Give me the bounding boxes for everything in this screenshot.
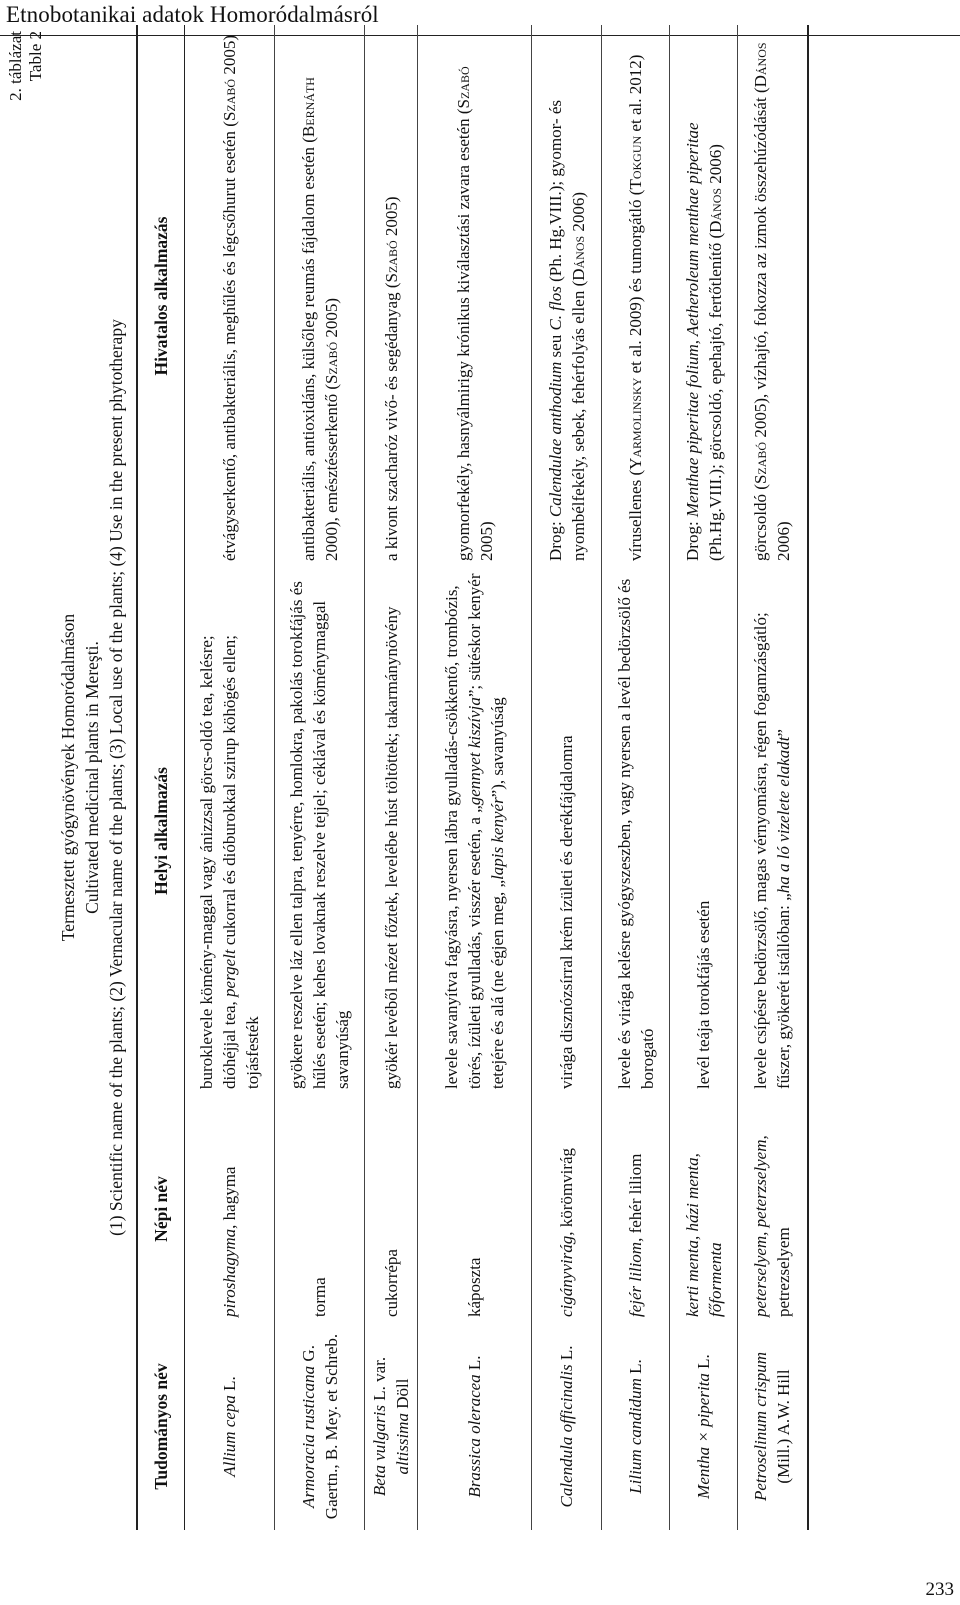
text-run: Döll	[393, 1378, 412, 1414]
text-run: antibakteriális, antioxidáns, külsőleg reumás fájdalom esetén (	[298, 137, 318, 561]
table-label-hu: 2. táblázat	[6, 31, 25, 101]
text-run: a kivont szacharóz vivő- és segédanyag (	[381, 282, 401, 561]
text-run: Petroselinum crispum	[751, 1351, 771, 1502]
text-run: vírusellenes (	[626, 469, 645, 561]
text-run: Menthae piperitae folium, Aetheroleum menthae piperitae	[682, 122, 702, 518]
cell-vernacular-name	[418, 1095, 532, 1323]
text-run: Calendulae anthodium	[545, 361, 565, 518]
text-run: petrezselyem	[774, 1227, 794, 1317]
cell-official-use	[365, 25, 418, 567]
text-run: ”	[774, 729, 794, 737]
text-run: Drog:	[682, 517, 702, 561]
text-run: 2006)	[568, 191, 588, 236]
cell-local-use	[532, 567, 602, 1095]
text-run: görcsoldó (	[751, 484, 771, 561]
table-label-en: Table 2	[26, 31, 45, 82]
text-run: Yarmolinsky	[626, 377, 645, 470]
text-run: L.	[557, 1345, 576, 1365]
cell-official-use	[532, 25, 602, 567]
cell-official-use	[670, 25, 738, 567]
text-run: L.	[220, 1376, 239, 1396]
table-row	[418, 25, 532, 1530]
table-row	[670, 25, 738, 1530]
text-run: levele savanyítva fagyásra, nyersen lábra gyulladás-csökkentő, trombózis, törés, ízületi gyulladás, visszér esetén, a „	[442, 585, 484, 1089]
text-run: (Ph. Hg.VIII.); gyomor- és nyombélfekély, sebek, fehérfolyás ellen (	[545, 99, 588, 561]
text-run: cukorral és dióburokkal szirup köhögés ellen; tojásfesték	[220, 634, 262, 1089]
text-run: cigányvirág	[557, 1235, 576, 1317]
header-local-use: Helyi alkalmazás	[137, 567, 185, 1095]
text-run: altissima	[393, 1413, 412, 1475]
cell-scientific-name	[738, 1323, 808, 1530]
text-run: L.	[626, 1359, 645, 1379]
table-row	[365, 25, 418, 1530]
text-run: Szabó	[381, 240, 401, 283]
text-run: 2006)	[774, 521, 794, 561]
plants-table	[136, 25, 809, 1530]
cell-local-use	[365, 567, 418, 1095]
text-run: káposzta	[465, 1257, 484, 1317]
table-row	[738, 25, 808, 1530]
text-run: L.	[694, 1354, 713, 1374]
text-run: (Ph.Hg.VIII.); görcsoldó, epehajtó, fertőtlenítő (	[705, 232, 725, 561]
cell-vernacular-name	[602, 1095, 670, 1323]
page-number: 233	[925, 1579, 954, 1600]
cell-official-use	[275, 25, 365, 567]
text-run: Szabó	[321, 341, 341, 384]
text-run: Armoracia rusticana	[298, 1365, 318, 1508]
text-run: pergelt	[220, 949, 239, 997]
cell-scientific-name	[185, 1323, 275, 1530]
cell-scientific-name	[418, 1323, 532, 1530]
text-run: lapis kenyér	[488, 797, 507, 880]
text-run: L.	[465, 1355, 484, 1375]
text-run: Tokgun	[626, 135, 645, 190]
table-caption	[56, 25, 128, 1530]
text-run: gyökere reszelve láz ellen talpra, tenyérre, homlokra, pakolás torokfájás és hűlés esetén; kehes lovaknak reszelve tejjel; céklával és köménymaggal savanyúság	[287, 581, 352, 1089]
table-row	[532, 25, 602, 1530]
text-run: Dános	[705, 187, 725, 233]
text-run: Bernáth	[298, 77, 318, 138]
header-official-use: Hivatalos alkalmazás	[137, 25, 185, 567]
table-row	[185, 25, 275, 1530]
cell-local-use	[185, 567, 275, 1095]
text-run: levele és virága kelésre gyógyszeszben, vagy nyersen a levél bedörzsölő és borogató	[614, 578, 657, 1089]
text-run: Brassica oleracea	[465, 1374, 484, 1498]
table-row	[275, 25, 365, 1530]
cell-official-use	[602, 25, 670, 567]
text-run: Beta vulgaris	[370, 1405, 389, 1497]
text-run: gyomorfekély, hasnyálmirigy krónikus kiválasztási zavara esetén (	[453, 108, 473, 561]
text-run: G. Gaertn., B. Mey. et Schreb.	[298, 1333, 341, 1520]
text-run: Szabó	[751, 441, 771, 485]
text-run: 2005)	[220, 34, 239, 79]
cell-scientific-name	[275, 1323, 365, 1530]
cell-scientific-name	[532, 1323, 602, 1530]
text-run: peterselyem, peterzselyem,	[751, 1135, 771, 1317]
cell-scientific-name	[670, 1323, 738, 1530]
text-run: Calendula officinalis	[557, 1364, 576, 1508]
cell-vernacular-name	[738, 1095, 808, 1323]
text-run: levele csípésre bedörzsölő, magas vérnyomásra, régen fogamzásgátló; fűszer, gyökerét istállóban: „	[751, 612, 794, 1089]
cell-local-use	[670, 567, 738, 1095]
cell-vernacular-name	[275, 1095, 365, 1323]
text-run: , hagyma	[220, 1166, 239, 1229]
text-run: cukorrépa	[381, 1249, 401, 1317]
text-run: Dános	[751, 42, 771, 88]
cell-vernacular-name	[365, 1095, 418, 1323]
cell-official-use	[738, 25, 808, 567]
text-run: L. var.	[370, 1356, 389, 1406]
cell-local-use	[275, 567, 365, 1095]
text-run: ha a ló vizelete elakadt	[774, 736, 794, 894]
text-run: (Mill.) A.W. Hill	[774, 1369, 794, 1484]
text-run: gyökér levéből mézet főztek, levelébe húst töltöttek; takarmánynövény	[381, 606, 401, 1089]
header-scientific-name: Tudományos név	[137, 1323, 185, 1530]
text-run: et al. 2009) és tumorgátló (	[626, 189, 645, 378]
text-run: ”), savanyúság	[488, 697, 507, 798]
text-run: 2006)	[705, 144, 725, 188]
running-head: Etnobotanikai adatok Homoródalmásról	[6, 2, 379, 27]
table-label	[6, 31, 46, 101]
table-body	[185, 25, 808, 1530]
text-run: seu	[545, 330, 565, 362]
text-run: Lilium candidum	[626, 1378, 645, 1494]
text-run: levél teája torokfájás esetén	[694, 900, 713, 1089]
text-run: 2000), emésztésserkentő (	[321, 383, 341, 561]
text-run: piroshagyma	[220, 1228, 239, 1317]
rotated-table-page	[0, 25, 955, 1530]
cell-local-use	[738, 567, 808, 1095]
caption-title-hu: Termesztett gyógynövények Homoródalmáson	[58, 613, 78, 942]
text-run: Mentha × piperita	[694, 1373, 713, 1499]
header-vernacular-name: Népi név	[137, 1095, 185, 1323]
text-run: étvágyserkentő, antibakteriális, meghűlés és légcsőhurut esetén (	[220, 121, 239, 561]
text-run: , körömvirág	[557, 1147, 576, 1236]
text-run: buroklevele kömény-maggal vagy ánizzsal görcs-oldó tea, kelésre; dióhéjjal tea,	[197, 635, 239, 1089]
text-run: ”; sütéskor kenyér tetejére és alá (ne égjen meg, „	[465, 573, 507, 1089]
text-run: Szabó	[453, 66, 473, 109]
text-run: 2005), vízhajtó, fokozza az izmok összehúzódását (	[751, 87, 771, 442]
text-run: , fehér liliom	[626, 1153, 645, 1242]
text-run: C. flos	[545, 286, 565, 331]
cell-vernacular-name	[670, 1095, 738, 1323]
cell-official-use	[185, 25, 275, 567]
table-row	[602, 25, 670, 1530]
cell-official-use	[418, 25, 532, 567]
text-run: kerti menta, házi menta, főformenta	[682, 1153, 725, 1317]
cell-local-use	[602, 567, 670, 1095]
table-header-row	[137, 25, 185, 1530]
text-run: 2005)	[381, 196, 401, 241]
text-run: et al. 2012)	[626, 54, 645, 136]
text-run: gennyet kiszívja	[465, 697, 484, 806]
cell-vernacular-name	[532, 1095, 602, 1323]
text-run: Szabó	[220, 78, 239, 122]
text-run: fejér liliom	[626, 1241, 645, 1317]
cell-scientific-name	[365, 1323, 418, 1530]
cell-scientific-name	[602, 1323, 670, 1530]
text-run: 2005)	[321, 297, 341, 342]
text-run: Dános	[568, 235, 588, 281]
cell-local-use	[418, 567, 532, 1095]
text-run: virága disznózsírral krém ízületi és derékfájdalomra	[557, 735, 576, 1089]
cell-vernacular-name	[185, 1095, 275, 1323]
text-run: Drog:	[545, 517, 565, 561]
caption-title-en: Cultivated medicinal plants in Mereşti.	[82, 641, 102, 914]
text-run: torma	[310, 1277, 329, 1317]
text-run: 2005)	[476, 521, 496, 561]
text-run: Allium cepa	[220, 1395, 239, 1477]
caption-legend: (1) Scientific name of the plants; (2) Vernacular name of the plants; (3) Local use of the plants; (4) Use in the present phytotherapy	[106, 319, 126, 1236]
